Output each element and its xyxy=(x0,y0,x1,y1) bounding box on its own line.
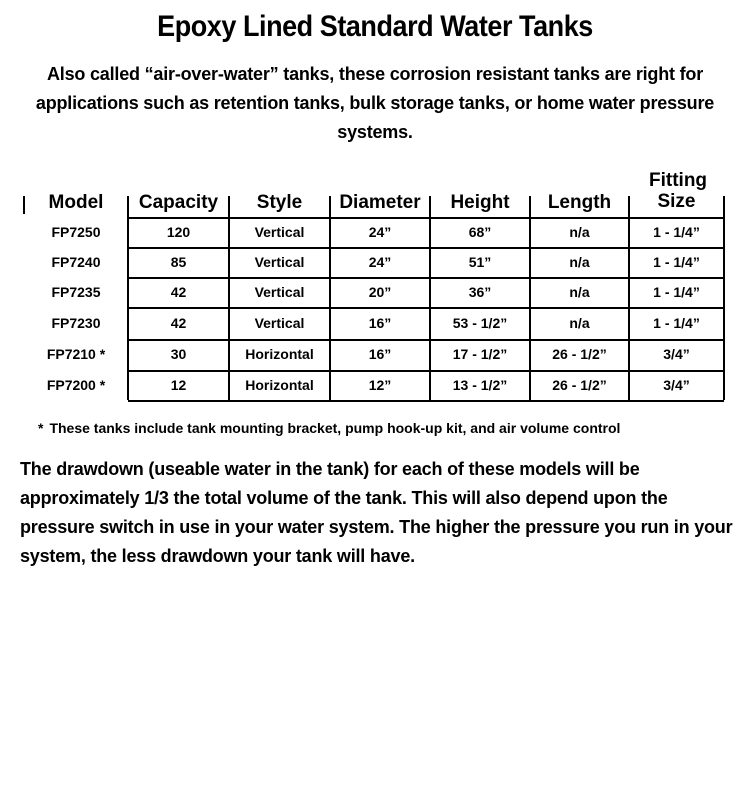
table-cell: FP7235 xyxy=(51,284,101,300)
intro-paragraph: Also called “air-over-water” tanks, these corrosion resistant tanks are right for applications such as retention tanks, bulk storage tanks, or home water pressure systems. xyxy=(35,64,715,142)
table-header-cell: Capacity xyxy=(138,192,219,213)
table-cell: FP7210 * xyxy=(46,346,106,362)
table-cell: FP7230 xyxy=(51,315,101,331)
table-cell: 12 xyxy=(170,377,187,393)
table-cell: 1 - 1/4” xyxy=(653,224,700,240)
table-cell: FP7240 xyxy=(51,254,101,270)
table-cell: Horizontal xyxy=(245,346,314,362)
table-cell: 12” xyxy=(368,377,392,393)
table-cell: 1 - 1/4” xyxy=(653,254,700,270)
table-cell: 53 - 1/2” xyxy=(452,315,508,331)
table-cell: Vertical xyxy=(254,284,305,300)
table-cell: Vertical xyxy=(254,224,305,240)
tank-spec-table xyxy=(24,168,724,400)
table-cell: 42 xyxy=(170,284,187,300)
table-header-cell: Diameter xyxy=(339,192,421,213)
table-cell: 13 - 1/2” xyxy=(452,377,508,393)
table-cell: 51” xyxy=(468,254,492,270)
table-cell: 16” xyxy=(368,315,392,331)
table-cell: 3/4” xyxy=(663,377,690,393)
table-cell: 24” xyxy=(368,224,392,240)
table-cell: Horizontal xyxy=(245,377,314,393)
table-cell: 1 - 1/4” xyxy=(653,315,700,331)
table-cell: n/a xyxy=(569,284,590,300)
footnote-text: These tanks include tank mounting bracket, pump hook-up kit, and air volume control xyxy=(49,420,621,436)
table-cell: 30 xyxy=(170,346,187,362)
table-cell: 17 - 1/2” xyxy=(452,346,508,362)
table-header-cell: Style xyxy=(256,192,303,213)
table-header-cell: Model xyxy=(48,192,104,213)
page-title: Epoxy Lined Standard Water Tanks xyxy=(157,10,593,43)
table-cell: 85 xyxy=(170,254,187,270)
footnote-marker: * xyxy=(38,420,44,436)
table-cell: FP7200 * xyxy=(46,377,106,393)
table-cell: Vertical xyxy=(254,315,305,331)
table-cell: 68” xyxy=(468,224,492,240)
table-cell: 36” xyxy=(468,284,492,300)
table-cell: 1 - 1/4” xyxy=(653,284,700,300)
footnote xyxy=(38,420,620,436)
drawdown-paragraph: The drawdown (useable water in the tank) for each of these models will be approximately 1/3 the total volume of the tank. This will also depend upon the pressure switch in use in your water system. The higher the pressure you run in your system, the less drawdown your tank will have. xyxy=(20,459,733,566)
table-cell: FP7250 xyxy=(51,224,101,240)
table-cell: 42 xyxy=(170,315,187,331)
table-cell: n/a xyxy=(569,315,590,331)
table-header-cell: Length xyxy=(547,192,612,213)
table-cell: 16” xyxy=(368,346,392,362)
table-header-cell: Height xyxy=(450,192,510,213)
table-cell: n/a xyxy=(569,254,590,270)
table-cell: Vertical xyxy=(254,254,305,270)
table-cell: 24” xyxy=(368,254,392,270)
table-cell: 20” xyxy=(368,284,392,300)
table-cell: n/a xyxy=(569,224,590,240)
table-row-divider xyxy=(128,400,724,402)
table-cell: 26 - 1/2” xyxy=(552,377,607,393)
table-cell: 26 - 1/2” xyxy=(552,346,607,362)
table-header-cell: Fitting Size xyxy=(649,170,708,212)
table-cell: 120 xyxy=(166,224,191,240)
table-cell: 3/4” xyxy=(663,346,690,362)
